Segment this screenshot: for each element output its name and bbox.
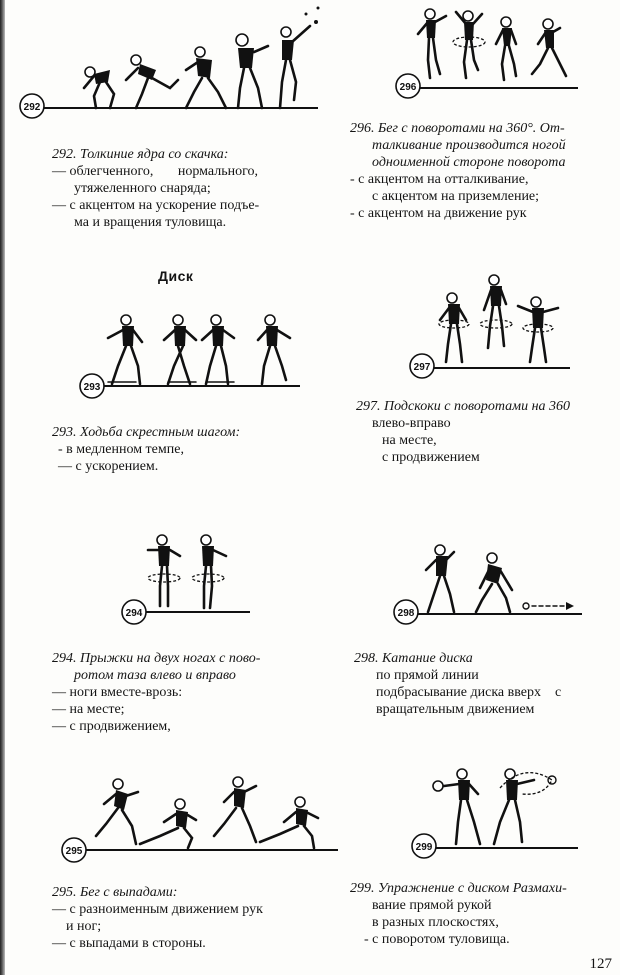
figure-297-badge: 297 [413, 362, 431, 373]
caption-298-line: по прямой линии [376, 668, 479, 683]
caption-292-line: — облегченного, нормального, [52, 164, 258, 179]
caption-297 [356, 398, 612, 466]
figure-292-badge: 292 [23, 102, 41, 113]
figure-296 [388, 4, 588, 98]
caption-294-line: — на месте; [52, 702, 125, 717]
caption-297-line: влево-вправо [372, 416, 451, 431]
caption-296-line: с акцентом на приземление; [372, 189, 540, 204]
figure-295-badge: 295 [65, 846, 83, 857]
caption-292-line: — с акцентом на ускорение подъе- [52, 198, 260, 213]
caption-296-line: - с акцентом на движение рук [350, 206, 527, 221]
caption-293-title: 293. Ходьба скрестным шагом: [52, 425, 241, 440]
caption-298-line: вращательным движением [376, 702, 535, 717]
caption-294-title: 294. Прыжки на двух ногах с пово- [52, 651, 261, 666]
figure-292 [18, 20, 328, 120]
caption-294-line: — ноги вместе-врозь: [52, 685, 183, 700]
caption-296-title: 296. Бег с поворотами на 360°. От- [350, 121, 565, 136]
figure-293 [78, 310, 308, 396]
caption-294-line: — с продвижением, [52, 719, 171, 734]
caption-295-title: 295. Бег с выпадами: [52, 885, 178, 900]
caption-292-line: утяжеленного снаряда; [74, 181, 211, 196]
figure-299-badge: 299 [415, 842, 433, 853]
caption-299-line: в разных плоскостях, [372, 915, 499, 930]
caption-299-line: - с поворотом туловища. [364, 932, 510, 947]
page-number: 127 [589, 956, 612, 972]
caption-292-line: ма и вращения туловища. [74, 215, 227, 230]
caption-299-line: вание прямой рукой [372, 898, 492, 913]
figure-293-badge: 293 [83, 382, 101, 393]
caption-293 [52, 424, 322, 475]
figure-296-badge: 296 [399, 82, 417, 93]
caption-298-line: подбрасывание диска вверх с [376, 685, 562, 700]
figure-297 [398, 268, 578, 378]
figure-298 [388, 540, 588, 624]
caption-294 [52, 650, 332, 735]
caption-299-title: 299. Упражнение с диском Размахи- [350, 881, 567, 896]
caption-296-line: - с акцентом на отталкивание, [350, 172, 529, 187]
caption-296-line: одноименной стороне поворота [372, 155, 566, 170]
figure-295 [56, 772, 346, 862]
caption-296-line: талкивание производится ногой [372, 138, 566, 153]
figure-294 [118, 528, 258, 620]
caption-297-line: на месте, [382, 433, 437, 448]
caption-296 [350, 120, 612, 222]
caption-297-title: 297. Подскоки с поворотами на 360 [356, 399, 571, 414]
caption-298 [354, 650, 612, 718]
caption-292-title: 292. Толкиние ядра со скачка: [52, 147, 229, 162]
caption-295-line: и ног; [66, 919, 102, 934]
caption-293-line: — с ускорением. [58, 459, 159, 474]
caption-299 [350, 880, 612, 948]
caption-295-line: — с разноименным движением рук [52, 902, 263, 917]
caption-298-title: 298. Катание диска [354, 651, 473, 666]
caption-294-line: ротом таза влево и вправо [74, 668, 236, 683]
figure-298-badge: 298 [397, 608, 415, 619]
figure-294-badge: 294 [125, 608, 143, 619]
caption-295 [52, 884, 332, 952]
figure-299 [404, 758, 584, 858]
caption-293-line: - в медленном темпе, [58, 442, 184, 457]
caption-297-line: с продвижением [382, 450, 480, 465]
caption-292 [52, 146, 332, 231]
section-title: Диск [158, 268, 194, 284]
page-spine-shadow [0, 0, 5, 975]
caption-295-line: — с выпадами в стороны. [52, 936, 206, 951]
